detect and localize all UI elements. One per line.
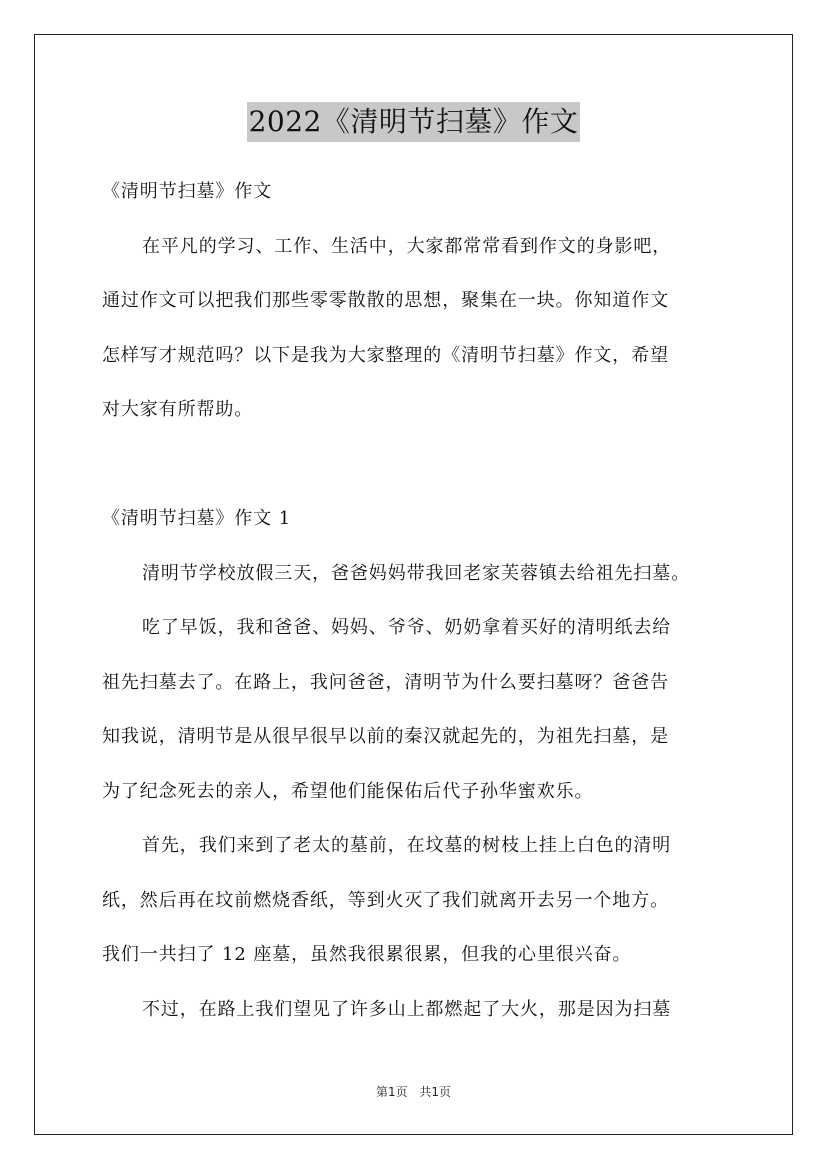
- text-line: 对大家有所帮助。: [102, 399, 254, 420]
- text-line: 清明节学校放假三天，爸爸妈妈带我回老家芙蓉镇去给祖先扫墓。: [142, 562, 691, 584]
- title-container: [0, 102, 827, 142]
- text-line: 通过作文可以把我们那些零零散散的思想，聚集在一块。你知道作文: [102, 290, 669, 311]
- document-title: 2022《清明节扫墓》作文: [247, 102, 581, 142]
- text-line: 祖先扫墓去了。在路上，我问爸爸，清明节为什么要扫墓呀？爸爸告: [102, 671, 669, 693]
- page-total: 共1页: [419, 1085, 452, 1099]
- document-body: [102, 172, 742, 1044]
- text-line: 在平凡的学习、工作、生活中，大家都常常看到作文的身影吧，: [142, 235, 672, 257]
- text-line: 首先，我们来到了老太的墓前，在坟墓的树枝上挂上白色的清明: [142, 835, 672, 856]
- page-number: 第1页: [375, 1085, 408, 1099]
- text-line: 纸，然后再在坟前燃烧香纸，等到火灭了我们就离开去另一个地方。: [102, 889, 669, 911]
- text-line: 怎样写才规范吗？以下是我为大家整理的《清明节扫墓》作文，希望: [102, 344, 669, 366]
- text-line: 《清明节扫墓》作文: [102, 181, 273, 202]
- text-line: 我们一共扫了 12 座墓，虽然我很累很累，但我的心里很兴奋。: [102, 944, 632, 965]
- page-footer: [0, 1083, 827, 1100]
- text-line: 吃了早饭，我和爸爸、妈妈、爷爷、奶奶拿着买好的清明纸去给: [142, 617, 672, 638]
- blank-line: [102, 445, 742, 500]
- text-line: 《清明节扫墓》作文 1: [102, 508, 292, 529]
- text-line: 为了纪念死去的亲人，希望他们能保佑后代子孙华蜜欢乐。: [102, 780, 594, 802]
- text-line: 不过，在路上我们望见了许多山上都燃起了大火，那是因为扫墓: [142, 998, 672, 1020]
- text-line: 知我说，清明节是从很早很早以前的秦汉就起先的，为祖先扫墓，是: [102, 726, 669, 747]
